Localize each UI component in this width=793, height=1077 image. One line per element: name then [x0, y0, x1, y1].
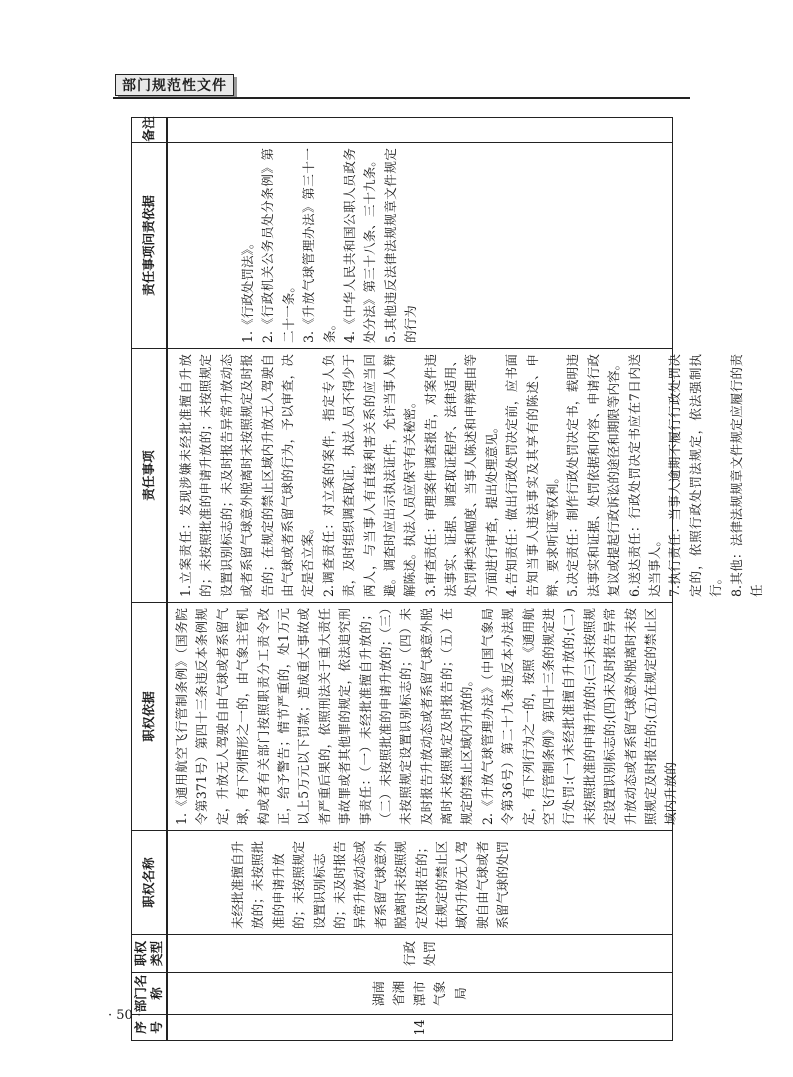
accountability-item: 3.《升放气球管理办法》第三十一条。 [301, 148, 337, 343]
header-title-box [115, 74, 234, 96]
header-responsibility: 责任事项 [132, 348, 166, 602]
header-title: 部门规范性文件 [122, 78, 227, 94]
row-dept: 湖南省湘潭市气象局 [168, 972, 672, 1014]
responsibility-item: 6.送达责任：行政处罚决定书应在7日内送达当事人。 [626, 354, 662, 597]
header-rule [113, 97, 690, 99]
row-seq: 14 [168, 1014, 672, 1040]
header-basis: 职权依据 [132, 602, 166, 830]
row-responsibility [168, 348, 764, 602]
responsibility-item: 7.执行责任：当事人逾期不履行行政处罚决定的，依照行政处罚法规定，依法强制执行。 [667, 354, 724, 597]
accountability-item: 2.《行政机关公务员处分条例》第二十一条。 [260, 148, 296, 343]
authority-table [131, 116, 764, 1041]
header-note: 备注 [141, 116, 157, 142]
basis-item: 2.《升放气球管理办法》（中国气象局令第36号）第二十九条违反本办法规定，有下列行为之一的，按照《通用航空飞行管制条例》第四十三条的规定进行处罚:(一)未经批准擅自升放的;(二)未按照批准的申请升放的;(三)未按照规定设置识别标志的;(四)未及时报告异常升放动态或者系留气球意外脱离时未按照规定及时报告的;(五)在规定的禁止区域内升放的 [479, 608, 679, 825]
table-row [167, 117, 764, 1041]
responsibility-item: 2.调查责任：对立案的案件，指定专人负责，及时组织调查取证，执法人员不得少于两人，与当事人有直接利害关系的应当回避。调查时应出示执法证件，允许当事人辩解陈述。执法人员应保守有关秘密。 [320, 354, 418, 597]
table-header-row [131, 117, 167, 1041]
header-accountability: 责任事项问责依据 [132, 142, 166, 348]
accountability-item: 1.《行政处罚法》。 [240, 236, 255, 343]
responsibility-item: 5.决定责任：制作行政处罚决定书，载明违法事实和证据、处罚依据和内容、申请行政复议或提起行政诉讼的途径和期限等内容。 [565, 354, 622, 597]
row-basis [168, 602, 679, 830]
page-number: · 50 · [108, 1008, 142, 1023]
row-type: 行政处罚 [168, 934, 672, 972]
row-accountability [168, 142, 672, 348]
row-note [168, 116, 672, 142]
header-type: 职权类型 [132, 934, 166, 972]
row-authority-name: 未经批准擅自升放的；未按照批准的申请升放的；未按照规定设置识别标志的；未及时报告异常升放动态或者系留气球意外脱离时未按照规定及时报告的；在规定的禁止区域内升放无人驾驶自由气球或者系留气球的处罚 [168, 830, 672, 934]
responsibility-item: 3.审查责任：审理案件调查报告，对案件违法事实、证据、调查取证程序、法律适用、处罚种类和幅度、当事人陈述和申辩理由等方面进行审查，提出处理意见。 [422, 354, 499, 597]
header-name: 职权名称 [132, 830, 166, 934]
basis-item: 1.《通用航空飞行管制条例》（国务院令第371号）第四十三条违反本条例规定，升放无人驾驶自由气球或者系留气球，有下列情形之一的，由气象主管机构或者有关部门按照职责分工责令改正，给予警告；情节严重的，处1万元以上5万元以下罚款；造成重大事故或者严重后果的，依照刑法关于重大责任事故罪或者其他罪的规定，依法追究刑事责任：（一）未经批准擅自升放的；（二）未按照批准的申请升放的；（三）未按照规定设置识别标志的；（四）未及时报告升放动态或者系留气球意外脱离时未按照规定及时报告的；（五）在规定的禁止区域内升放的。 [174, 608, 475, 825]
accountability-item: 5.其他违反法律法规规章文件规定的行为 [382, 148, 419, 343]
header-seq: 序号 [132, 1014, 166, 1040]
header-dept: 部门名称 [132, 972, 166, 1014]
responsibility-item: 8.其他：法律法规规章文件规定应履行的责任 [728, 354, 764, 597]
responsibility-item: 1.立案责任：发现涉嫌未经批准擅自升放的；未按照批准的申请升放的；未按照规定设置识别标志的；未及时报告异常升放动态或者系留气球意外脱离时未按照规定及时报告的；在规定的禁止区域内升放无人驾驶自由气球或者系留气球的行为，予以审查，决定是否立案。 [178, 354, 316, 597]
responsibility-item: 4.告知责任：做出行政处罚决定前，应书面告知当事人违法事实及其享有的陈述、申辩、要求听证等权利。 [504, 354, 561, 597]
accountability-item: 4.《中华人民共和国公职人员政务处分法》第三十八条、三十九条。 [341, 148, 378, 343]
